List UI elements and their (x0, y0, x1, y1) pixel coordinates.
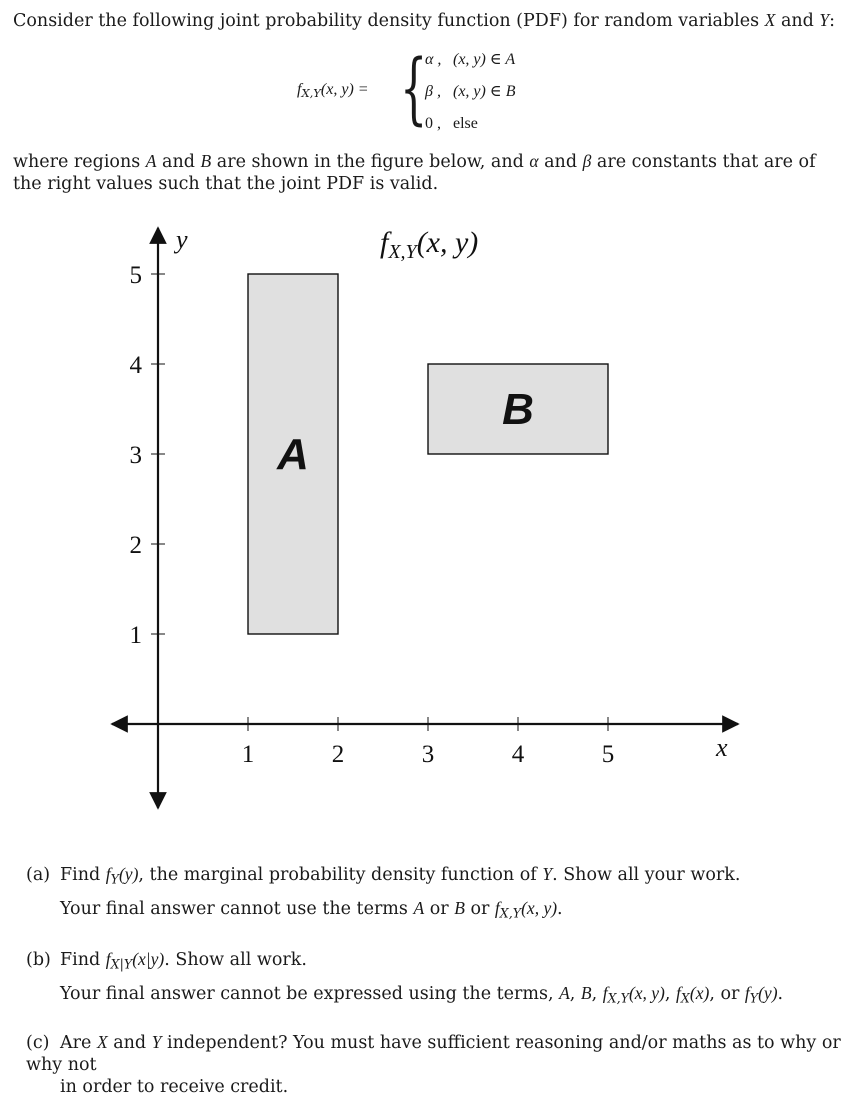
x-tick-label: 5 (601, 741, 615, 768)
left-brace: { (400, 44, 428, 134)
where-text: where regions A and B are shown in the figure below, and α and β are constants that are of the right values such that the joint PDF is valid. (13, 151, 816, 194)
y-axis-label: y (176, 225, 188, 254)
question-c: (c) Are X and Y independent? You must have sufficient reasoning and/or maths as to why or why not in order to receive credit. (26, 1032, 841, 1097)
y-tick-label: 5 (129, 262, 142, 289)
region-a-label: A (277, 430, 309, 479)
x-axis-label: x (716, 733, 728, 762)
x-tick-label: 2 (331, 741, 345, 768)
x-tick-label: 1 (241, 741, 255, 768)
y-tick-label: 3 (129, 442, 142, 469)
question-a: (a) Find $f_Y(y)$, the marginal probability density function of Y. Show all your work. Your final answer cannot use the terms A or B or $f_{X,Y}(x$, y). (26, 864, 741, 921)
y-tick-label: 4 (129, 352, 142, 379)
figure-title: $f_{X,Y}(x$, y) (380, 226, 479, 263)
x-tick-label: 4 (511, 741, 525, 768)
question-b: (b) Find $f_{X|Y}(x|y)$. Show all work. Your final answer cannot be expressed using the terms, A, B, $f_{X,Y}(x$, y), $f_X(x)$, or $f_Y(y)$. (26, 949, 784, 1006)
intro-text: Consider the following joint probability density function (PDF) for random variables X and Y: (13, 10, 836, 31)
pdf-case-alpha: α , (x, y) ∈ A (425, 51, 516, 68)
pdf-case-else: 0 , else (425, 115, 478, 132)
pdf-lhs: $f_{X,Y}(x$, y) = (297, 81, 369, 101)
joint-pdf-figure (0, 200, 851, 820)
pdf-definition (297, 46, 557, 136)
pdf-case-beta: β , (x, y) ∈ B (425, 83, 516, 100)
x-tick-label: 3 (421, 741, 435, 768)
region-b-label: B (502, 385, 534, 434)
y-tick-label: 2 (129, 532, 142, 559)
y-tick-label: 1 (129, 622, 142, 649)
